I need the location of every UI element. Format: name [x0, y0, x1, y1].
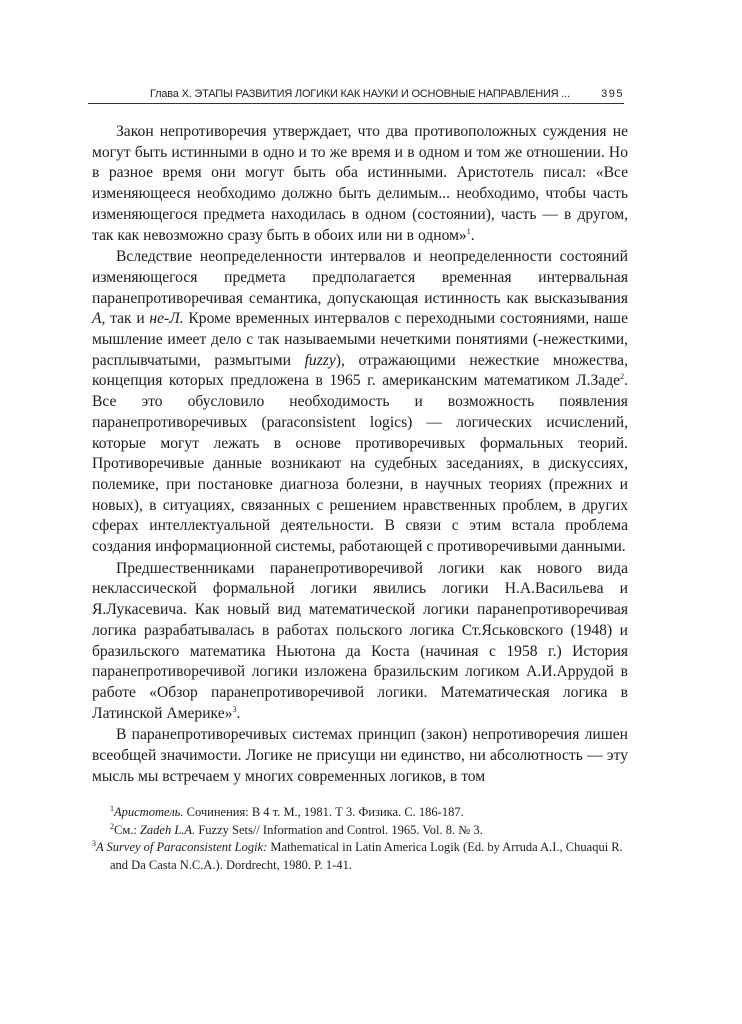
footnote-2-text: Fuzzy Sets// Information and Control. 1965. Vol. 8. № 3.	[195, 822, 483, 837]
variable-a: А,	[92, 310, 106, 328]
paragraph-2-text-b: так и	[105, 310, 150, 328]
footnote-3-title: A Survey of Paraconsistent Logik:	[96, 840, 268, 854]
footnote-3	[92, 839, 628, 874]
header-rule	[88, 103, 624, 104]
paragraph-2-text-c: Кроме временных интервалов с переходными состояниями, наше мышление имеет дело с так называемыми нечеткими понятиями (-нежесткими, расплывчатыми, размытыми	[92, 310, 628, 369]
main-text	[92, 122, 628, 789]
footnote-1-num: 1	[110, 803, 114, 813]
chapter-title: Глава X. ЭТАПЫ РАЗВИТИЯ ЛОГИКИ КАК НАУКИ И ОСНОВНЫЕ НАПРАВЛЕНИЯ ...	[150, 88, 570, 100]
variable-not-a: не-Л.	[149, 310, 184, 328]
term-fuzzy: fuzzy	[304, 351, 336, 369]
footnote-3-text: Mathematical in Latin America Logik (Ed. by Arruda A.I., Chuaqui R. and Da Casta N.C.A.). Dordrecht, 1980. P. 1-41.	[110, 840, 623, 872]
paragraph-1: Закон непротиворечия утверждает, что два противоположных суждения не могут быть истинными в одно и то же время и в одном и том же отношении. Но в разное время они могут быть оба истинными. Аристотель писал: «Все изменяющееся необходимо должно быть делимым... необходимо, чтобы часть изменяющегося предмета находилась в одном (состоянии), часть — в другом, так как невозможно сразу быть в обоих или ни в одном»$^1$.	[92, 123, 628, 244]
footnote-1	[92, 804, 628, 822]
paragraph-2-text-e: . Все это обусловило необходимость и возможность появления паранепротиворечивых (paraconsistent logics) — логических исчислений, которые могут лежать в основе противоречивых формальных теорий. Противоречивые данные возникают на судебных заседаниях, в дискуссиях, полемике, при постановке диагноза болезни, в научных теориях (прежних и новых), в ситуациях, связанных с решением нравственных проблем, в других сферах интеллектуальной деятельности. В связи с этим встала проблема создания информационной системы, работающей с противоречивыми данными.	[92, 372, 628, 556]
footnote-ref-2: 2	[620, 372, 625, 382]
footnote-2-num: 2	[110, 821, 114, 831]
footnote-2-prefix: См.:	[114, 822, 140, 837]
footnote-ref-1: 1	[466, 226, 471, 236]
paragraph-2	[92, 247, 628, 558]
paragraph-3-text: Предшественниками паранепротиворечивой логики как нового вида неклассической формальной логики явились логики Н.А.Васильева и Я.Лукасевича. Как новый вид математической логики паранепротиворечивая логика разрабатывалась в работах польского логика Ст.Яськовского (1948) и бразильского математика Ньютона да Коста (начиная с 1958 г.) История паранепротиворечивой логики изложена бразильским логиком А.И.Аррудой в работе «Обзор паранепротиворечивой логики. Математическая логика в Латинской Америке»	[92, 559, 628, 722]
paragraph-2-text-d: ), отражающими нежесткие множества, концепция которых предложена в 1965 г. американским математиком Л.Заде	[92, 351, 628, 390]
footnotes	[92, 804, 628, 874]
page-number: 395	[601, 88, 624, 100]
paragraph-3: Предшественниками паранепротиворечивой логики как нового вида неклассической формальной логики явились логики Н.А.Васильева и Я.Лукасевича. Как новый вид математической логики паранепротиворечивая логика разрабатывалась в работах польского логика Ст.Яськовского (1948) и бразильского математика Ньютона да Коста (начиная с 1958 г.) История паранепротиворечивой логики изложена бразильским логиком А.И.Аррудой в работе «Обзор паранепротиворечивой логики. Математическая логика в Латинской Америке»$^3$.	[92, 559, 628, 722]
footnote-2-author: Zadeh L.A.	[139, 822, 196, 837]
footnote-3-num: 3	[92, 838, 96, 848]
footnote-2	[92, 822, 628, 840]
paragraph-4	[92, 725, 628, 787]
footnote-1-author: Аристотель.	[114, 805, 184, 819]
paragraph-4-text: В паранепротиворечивых системах принцип (закон) непротиворечия лишен всеобщей значимости. Логике не присущи ни единство, ни абсолютность — эту мысль мы встречаем у многих современных логиков, в том	[92, 726, 628, 785]
footnote-1-text: Сочинения: В 4 т. М., 1981. Т 3. Физика. С. 186-187.	[183, 805, 464, 819]
footnote-ref-3: 3	[232, 704, 237, 714]
paragraph-2-text-a: Вследствие неопределенности интервалов и неопределенности состояний изменяющегося предмета предполагается временная интервальная паранепротиворечивая семантика, допускающая истинность как высказывания	[92, 248, 628, 307]
paragraph-1-text: Закон непротиворечия утверждает, что два противоположных суждения не могут быть истинными в одно и то же время и в одном и том же отношении. Но в разное время они могут быть оба истинными. Аристотель писал: «Все изменяющееся необходимо должно быть делимым... необходимо, чтобы часть изменяющегося предмета находилась в одном (состоянии), часть — в другом, так как невозможно сразу быть в обоих или ни в одном»	[92, 123, 628, 244]
